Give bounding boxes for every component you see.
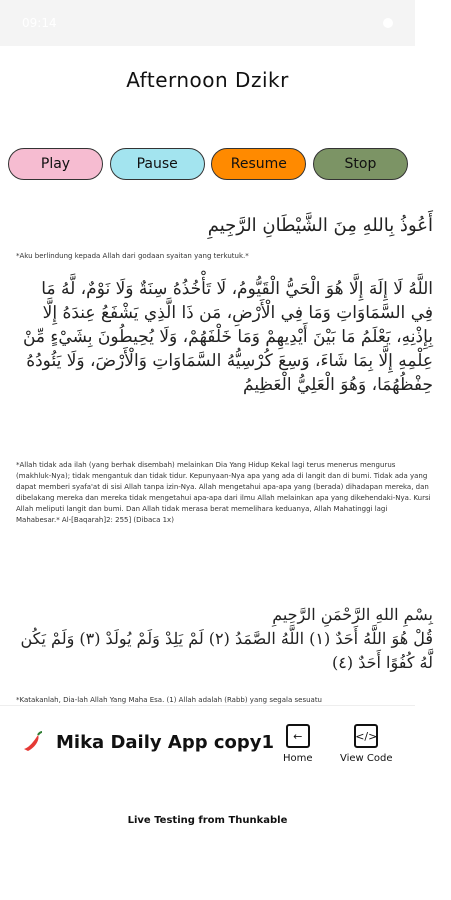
al-ikhlas-block	[0, 603, 451, 675]
play-button[interactable]: Play	[8, 148, 103, 180]
taawwudz-arabic: أَعُوذُ بِاللهِ مِنَ الشَّيْطَانِ الرَّجِيمِ	[207, 215, 433, 236]
dzikr-content[interactable]	[0, 205, 433, 705]
status-icons	[383, 18, 393, 28]
ayat-kursi-arabic: اللَّهُ لَا إِلَهَ إِلَّا هُوَ الْحَيُّ الْقَيُّومُ، لَا تَأْخُذُهُ سِنَةٌ وَلَا نَوْمٌ، لَّهُ مَا فِي السَّمَاوَاتِ وَمَا فِي الْأَرْضِ، مَن ذَا الَّذِي يَشْفَعُ عِندَهُ إِلَّا بِإِذْنِهِ، يَعْلَمُ مَا بَيْنَ أَيْدِيهِمْ وَمَا خَلْفَهُمْ، وَلَا يُحِيطُونَ بِشَيْءٍ مِّنْ عِلْمِهِ إِلَّا بِمَا شَاءَ، وَسِعَ كُرْسِيُّهُ السَّمَاوَاتِ وَالْأَرْضَ، وَلَا يَئُودُهُ حِفْظُهُمَا، وَهُوَ الْعَلِيُّ الْعَظِيمُ	[22, 279, 433, 395]
resume-button[interactable]: Resume	[211, 148, 306, 180]
chili-pepper-icon	[20, 729, 46, 755]
footer-text: Live Testing from Thunkable	[127, 815, 288, 826]
basmalah-arabic: بِسْمِ اللهِ الرَّحْمَنِ الرَّحِيمِ	[272, 605, 433, 624]
home-button[interactable]	[283, 724, 313, 764]
al-ikhlas-arabic: قُلْ هُوَ اللَّهُ أَحَدٌ (١) اللَّهُ الصَّمَدُ (٢) لَمْ يَلِدْ وَلَمْ يُولَدْ (٣) وَلَمْ يَكُن لَّهُ كُفُوًا أَحَدٌ (٤)	[20, 629, 433, 672]
status-time: 09:14	[22, 16, 57, 30]
battery-icon	[383, 18, 393, 28]
ayat-kursi-translation: *Allah tidak ada ilah (yang berhak disembah) melainkan Dia Yang Hidup Kekal lagi terus menerus mengurus (makhluk-Nya); tidak mengantuk dan tidak tidur. Kepunyaan-Nya apa yang ada di langit dan di bumi. Tidak ada yang dapat memberi syafa'at di sisi Allah tanpa izin-Nya. Allah mengetahui apa-apa yang (berada) dihadapan mereka, dan dibelakang mereka dan mereka tidak mengetahui apa-apa dari ilmu Allah melainkan apa yang dikehendaki-Nya. Kursi Allah meliputi langit dan bumi. Dan Allah tidak merasa berat memelihara keduanya, Allah Mahatinggi lagi Mahabesar.* Al-[Baqarah]2: 255] (Dibaca 1x)	[16, 461, 431, 524]
home-label: Home	[283, 753, 313, 764]
audio-controls	[8, 148, 408, 180]
pause-button[interactable]: Pause	[110, 148, 205, 180]
code-icon: </>	[354, 724, 378, 748]
back-arrow-icon: ←	[286, 724, 310, 748]
taawwudz-translation: *Aku berlindung kepada Allah dari godaan syaitan yang terkutuk.*	[16, 252, 249, 260]
page-title: Afternoon Dzikr	[126, 68, 289, 92]
view-code-label: View Code	[340, 753, 393, 764]
al-ikhlas-translation: *Katakanlah, Dia-lah Allah Yang Maha Esa. (1) Allah adalah (Rabb) yang segala sesuatu	[16, 696, 322, 704]
view-code-button[interactable]	[340, 724, 393, 764]
app-name: Mika Daily App copy1	[56, 732, 275, 753]
bottom-bar	[0, 705, 415, 777]
stop-button[interactable]: Stop	[313, 148, 408, 180]
status-bar	[0, 0, 415, 46]
